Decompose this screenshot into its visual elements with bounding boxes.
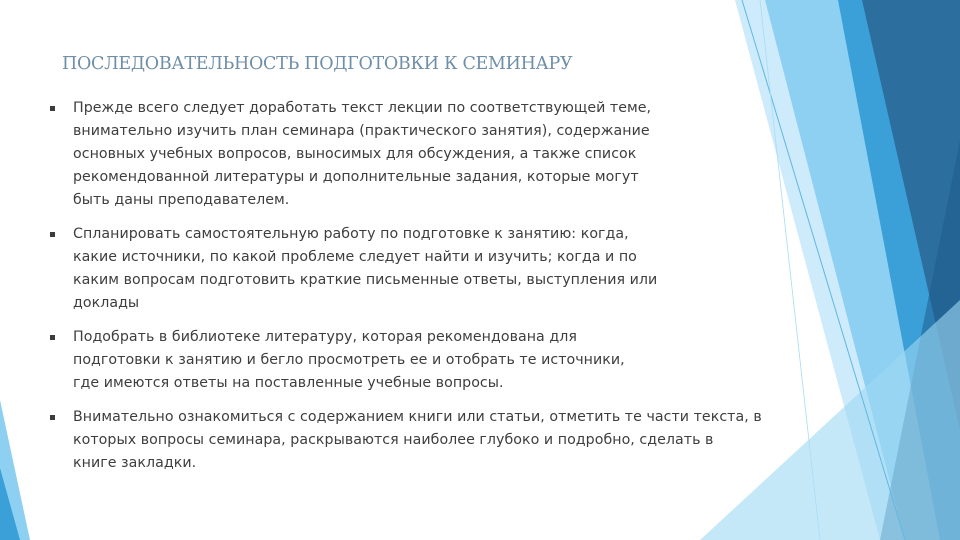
bullet-text: Спланировать самостоятельную работу по подготовке к занятию: когда, какие источники, по какой проблеме следует найти и изучить; когда и по каким вопросам подготовить краткие письменные ответы, выступления или доклады [73, 226, 658, 311]
bullet-list [48, 97, 838, 486]
square-bullet-icon [50, 232, 55, 237]
list-item [48, 223, 838, 315]
slide-title: ПОСЛЕДОВАТЕЛЬНОСТЬ ПОДГОТОВКИ К СЕМИНАРУ [62, 54, 573, 74]
square-bullet-icon [50, 106, 55, 111]
list-item [48, 326, 838, 395]
square-bullet-icon [50, 335, 55, 340]
bullet-text: Подобрать в библиотеке литературу, которая рекомендована для подготовки к занятию и бегло просмотреть ее и отобрать те источники, где имеются ответы на поставленные учебные вопросы. [73, 329, 625, 391]
bullet-text: Прежде всего следует доработать текст лекции по соответствующей теме, внимательно изучить план семинара (практического занятия), содержание основных учебных вопросов, выносимых для обсуждения, а также список рекомендованной литературы и дополнительные задания, которые могут быть даны преподавателем. [73, 100, 652, 208]
list-item [48, 97, 838, 212]
bullet-text: Внимательно ознакомиться с содержанием книги или статьи, отметить те части текста, в которых вопросы семинара, раскрываются наиболее глубоко и подробно, сделать в книге закладки. [73, 409, 762, 471]
square-bullet-icon [50, 415, 55, 420]
list-item [48, 406, 838, 475]
